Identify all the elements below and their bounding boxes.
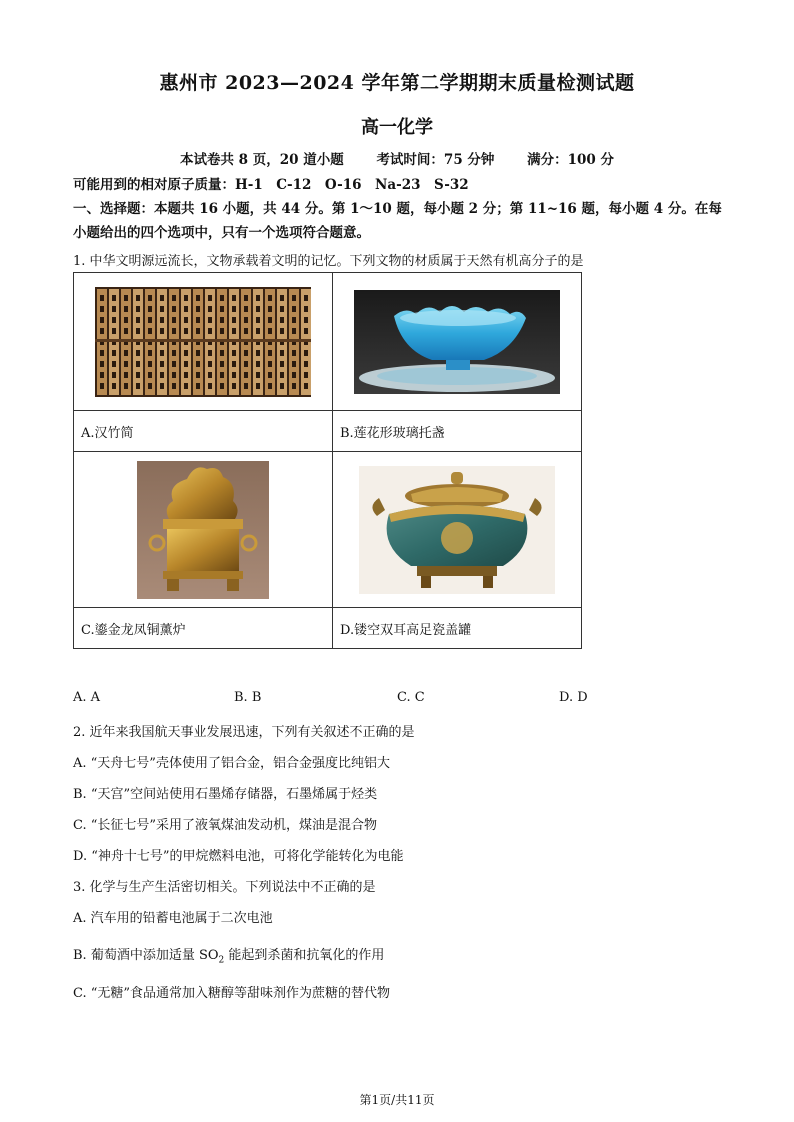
meta-score: 满分：100 分 bbox=[527, 152, 615, 168]
question-1-stem: 1. 中华文明源远流长，文物承载着文明的记忆。下列文物的材质属于天然有机高分子的是 bbox=[73, 254, 584, 269]
so2-subscript: 2 bbox=[218, 955, 225, 966]
question-3-option-b-pre: B. 葡萄酒中添加适量 SO bbox=[73, 948, 219, 963]
bamboo-slips-image bbox=[95, 287, 311, 397]
question-3-option-b-post: 能起到杀菌和抗氧化的作用 bbox=[224, 948, 385, 963]
section-instructions: 一、选择题：本题共 16 小题，共 44 分。第 1～10 题，每小题 2 分；第 11~16 题，每小题 4 分。在每小题给出的四个选项中，只有一个选项符合题意。 bbox=[73, 201, 722, 241]
option-c-label: C.鎏金龙凤铜薰炉 bbox=[74, 608, 333, 649]
question-2-option-a: A. “天舟七号”壳体使用了铝合金，铝合金强度比纯铝大 bbox=[73, 756, 390, 771]
porcelain-jar-image bbox=[359, 466, 555, 594]
option-b-image-cell bbox=[333, 273, 582, 411]
meta-time: 考试时间：75 分钟 bbox=[376, 152, 495, 168]
question-2-option-c: C. “长征七号”采用了液氧煤油发动机，煤油是混合物 bbox=[73, 818, 378, 833]
glass-lotus-cup-image bbox=[354, 290, 560, 394]
choice-d: D. D bbox=[559, 690, 588, 705]
question-2-option-b: B. “天宫”空间站使用石墨烯存储器，石墨烯属于烃类 bbox=[73, 787, 378, 802]
option-c-image-cell bbox=[74, 452, 333, 608]
atomic-masses: 可能用到的相对原子质量：H-1 C-12 O-16 Na-23 S-32 bbox=[73, 177, 469, 193]
exam-title: 惠州市 2023—2024 学年第二学期期末质量检测试题 bbox=[159, 72, 635, 94]
exam-meta bbox=[0, 148, 794, 168]
choice-a: A. A bbox=[73, 690, 101, 705]
page-number: 第1页/共11页 bbox=[359, 1093, 435, 1107]
option-a-label: A.汉竹简 bbox=[74, 411, 333, 452]
question-1-options-table bbox=[73, 272, 582, 649]
question-3-option-b bbox=[73, 944, 384, 966]
question-3-option-a: A. 汽车用的铅蓄电池属于二次电池 bbox=[73, 911, 273, 926]
option-b-label: B.莲花形玻璃托盏 bbox=[333, 411, 582, 452]
option-d-label: D.镂空双耳高足瓷盖罐 bbox=[333, 608, 582, 649]
gilt-bronze-censer-image bbox=[137, 461, 269, 599]
question-2-stem: 2. 近年来我国航天事业发展迅速，下列有关叙述不正确的是 bbox=[73, 725, 415, 740]
question-3-option-c: C. “无糖”食品通常加入糖醇等甜味剂作为蔗糖的替代物 bbox=[73, 986, 391, 1001]
choice-b: B. B bbox=[234, 690, 262, 705]
choice-c: C. C bbox=[397, 690, 425, 705]
question-3-stem: 3. 化学与生产生活密切相关。下列说法中不正确的是 bbox=[73, 880, 376, 895]
option-a-image-cell bbox=[74, 273, 333, 411]
question-2-option-d: D. “神舟十七号”的甲烷燃料电池，可将化学能转化为电能 bbox=[73, 849, 404, 864]
meta-pages: 本试卷共 8 页，20 道小题 bbox=[179, 152, 344, 168]
exam-subject: 高一化学 bbox=[361, 117, 433, 138]
option-d-image-cell bbox=[333, 452, 582, 608]
